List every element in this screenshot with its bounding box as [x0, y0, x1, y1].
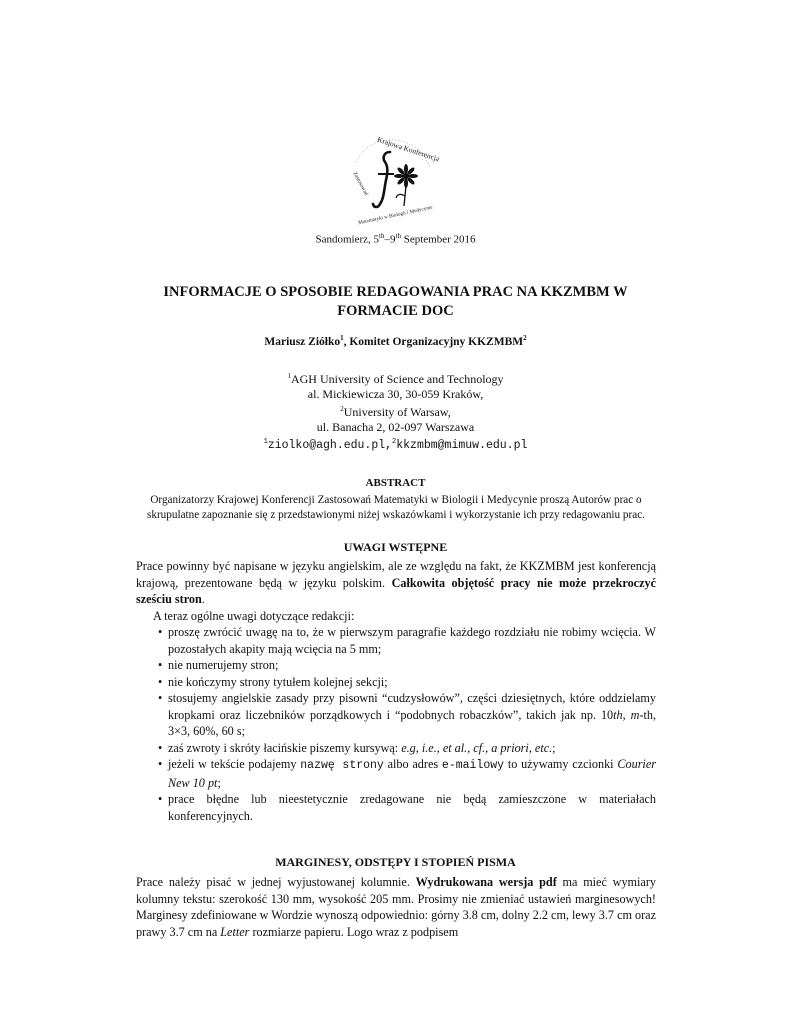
conference-date: Sandomierz, 5th–9th September 2016	[315, 232, 476, 246]
rules-list	[136, 624, 656, 824]
list-item: • prace błędne lub nieestetycznie zredagowane nie będą zamieszczone w materiałach konferencyjnych.	[158, 792, 656, 823]
logo-ring-text-left: Zastosowań	[351, 170, 370, 197]
margins-paragraph: Prace należy pisać w jednej wyjustowanej kolumnie. Wydrukowana wersja pdf ma mieć wymiary kolumny tekstu: szerokość 130 mm, wysokość 205 mm. Prosimy nie zmieniać ustawień marginesowych! Marginesy zdefiniowane w Wordzie wynoszą odpowiednio: górny 3.8 cm, dolny 2.2 cm, lewy 3.7 cm oraz prawy 3.7 cm na Letter rozmiarze papieru. Logo wraz z podpisem	[136, 875, 656, 939]
email-link-2[interactable]: kkzmbm@mimuw.edu.pl	[396, 438, 528, 452]
logo-ring-text-top: Krajowa Konferencja	[376, 134, 441, 164]
affiliation-2-address: ul. Banacha 2, 02-097 Warszawa	[316, 420, 475, 434]
section-heading-uwagi: UWAGI WSTĘPNE	[343, 540, 448, 554]
abstract-heading: ABSTRACT	[365, 477, 426, 489]
list-item: • nie numerujemy stron;	[158, 658, 279, 672]
list-item: • proszę zwrócić uwagę na to, że w pierwszym paragrafie każdego rozdziału nie robimy wcięcia. W pozostałych akapity mają wcięcia na 5 mm;	[158, 625, 656, 656]
section-heading-marginesy: MARGINESY, ODSTĘPY I STOPIEŃ PISMA	[275, 855, 516, 869]
affiliations	[0, 369, 791, 453]
list-item: • zaś zwroty i skróty łacińskie piszemy kursywą: e.g, i.e., et al., cf., a priori, etc.;	[158, 740, 556, 755]
abstract-text: Organizatorzy Krajowej Konferencji Zastosowań Matematyki w Biologii i Medycynie proszą Autorów prac o skrupulatne zapoznanie się z przedstawionymi niżej wskazówkami i wykorzystanie ich przy redagowaniu prac.	[147, 494, 645, 521]
email-link-1[interactable]: ziolko@agh.edu.pl,	[267, 438, 393, 452]
conference-logo	[338, 132, 442, 228]
list-item: • nie kończymy strony tytułem kolejnej sekcji;	[158, 674, 388, 689]
affiliation-2: $^2$University of Warsaw,	[340, 405, 451, 419]
section-body-uwagi	[136, 558, 656, 824]
contact-emails: $^1$ziolko@agh.edu.pl,$^2$kkzmbm@mimuw.edu.pl	[263, 438, 528, 452]
intro-paragraph: Prace powinny być napisane w języku angielskim, ale ze względu na fakt, że KKZMBM jest konferencją krajową, prezentowane będą w języku polskim. Całkowita objętość pracy nie może przekroczyć sześciu stron.	[136, 559, 656, 606]
section-body-marginesy	[136, 874, 656, 940]
affiliation-1: $^1$AGH University of Science and Technology	[287, 372, 504, 386]
conference-logo-emblem	[338, 132, 442, 228]
affiliation-1-address: al. Mickiewicza 30, 30-059 Kraków,	[307, 387, 484, 401]
flower-icon	[394, 164, 418, 206]
general-remarks: A teraz ogólne uwagi dotyczące redakcji:	[153, 608, 355, 623]
authors-line: Mariusz Ziółko$^1$, Komitet Organizacyjny KKZMBM$^2$	[264, 334, 527, 348]
logo-ring-text-bottom: Matematyki w Biologii i Medycynie	[357, 204, 434, 227]
document-title: INFORMACJE O SPOSOBIE REDAGOWANIA PRAC NA KKZMBM W FORMACIE DOC	[163, 284, 628, 319]
list-item: • stosujemy angielskie zasady przy pisowni “cudzysłowów”, części dziesiętnych, które oddzielamy kropkami oraz liczebników porządkowych i “podobnych robaczków”, takich jak np. 10th, m-th, 3×3, 60%, 60 s;	[158, 691, 657, 738]
list-item: • jeżeli w tekście podajemy nazwę strony albo adres e-mailowy to używamy czcionki Courier New 10 pt;	[158, 757, 656, 790]
